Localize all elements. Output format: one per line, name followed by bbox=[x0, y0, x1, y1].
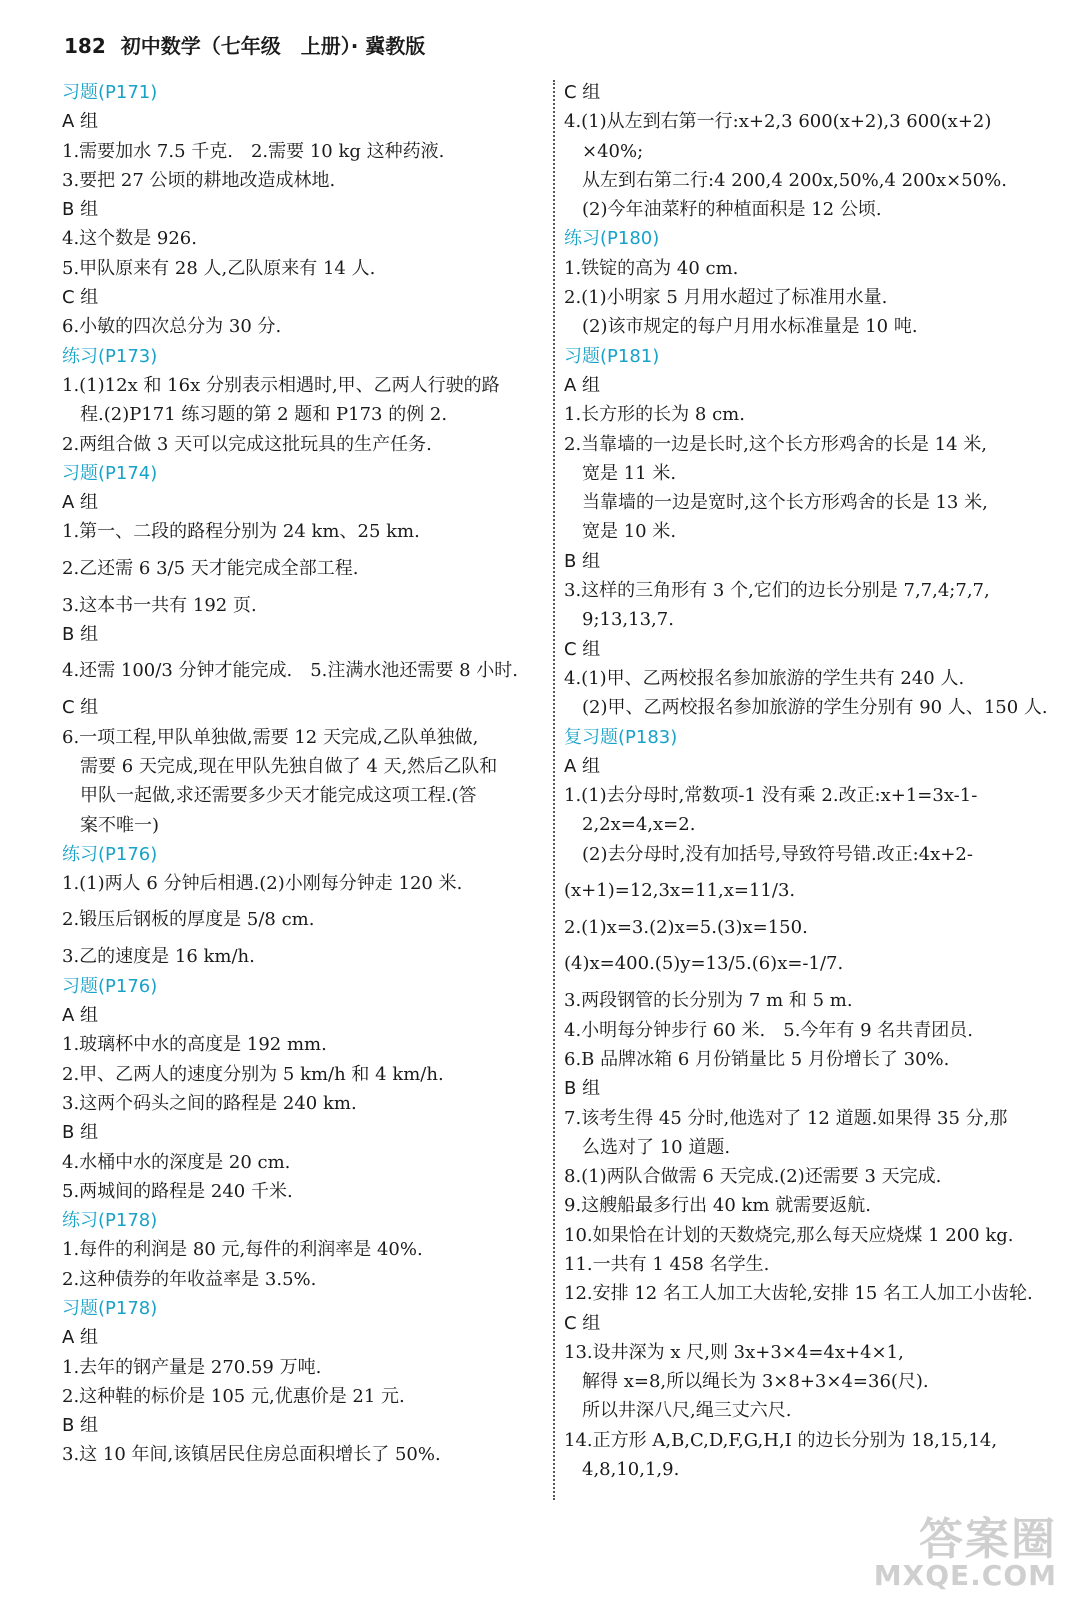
answer-line: (4)x=400.(5)y=13/5.(6)x=-1/7. bbox=[564, 953, 844, 975]
answer-line: 4,8,10,1,9. bbox=[582, 1459, 680, 1481]
answer-line: 需要 6 天完成,现在甲队先独自做了 4 天,然后乙队和 bbox=[80, 755, 498, 777]
watermark-logo: 答案圈 MXQE.COM bbox=[873, 1514, 1057, 1592]
answer-line: 4.这个数是 926. bbox=[62, 228, 197, 250]
answer-line: 3.要把 27 公顷的耕地改造成林地. bbox=[62, 169, 336, 191]
section-heading: 习题(P174) bbox=[62, 462, 158, 484]
answer-line: 么选对了 10 道题. bbox=[582, 1136, 731, 1158]
answer-line: 当靠墙的一边是宽时,这个长方形鸡舍的长是 13 米, bbox=[582, 492, 988, 514]
group-label: B 组 bbox=[62, 1415, 99, 1437]
answer-line: 5.甲队原来有 28 人,乙队原来有 14 人. bbox=[62, 257, 376, 279]
answer-line: 2.(1)小明家 5 月用水超过了标准用水量. bbox=[564, 287, 888, 309]
right-column bbox=[564, 78, 1054, 1484]
group-label: C 组 bbox=[62, 287, 99, 309]
group-label: A 组 bbox=[62, 1005, 99, 1027]
answer-line: 1.玻璃杯中水的高度是 192 mm. bbox=[62, 1034, 327, 1056]
answer-line: 所以井深八尺,绳三丈六尺. bbox=[582, 1400, 792, 1422]
section-heading: 习题(P171) bbox=[62, 82, 158, 103]
answer-line: 3.这本书一共有 192 页. bbox=[62, 594, 257, 616]
answer-line: (2)该市规定的每户月用水标准量是 10 吨. bbox=[582, 316, 918, 338]
answer-line: 2.这种债券的年收益率是 3.5%. bbox=[62, 1268, 317, 1290]
answer-line: 14.正方形 A,B,C,D,F,G,H,I 的边长分别为 18,15,14, bbox=[564, 1429, 998, 1451]
answer-line: 甲队一起做,求还需要多少天才能完成这项工程.(答 bbox=[80, 785, 477, 807]
group-label: C 组 bbox=[564, 1312, 601, 1334]
answer-line: 11.一共有 1 458 名学生. bbox=[564, 1253, 770, 1275]
answer-line: 4.还需 100/3 分钟才能完成. 5.注满水池还需要 8 小时. bbox=[62, 660, 519, 682]
answer-line: 6.小敏的四次总分为 30 分. bbox=[62, 316, 282, 338]
group-label: C 组 bbox=[564, 82, 601, 103]
answer-line: 4.水桶中水的深度是 20 cm. bbox=[62, 1151, 291, 1173]
answer-line: (2)甲、乙两校报名参加旅游的学生分别有 90 人、150 人. bbox=[582, 697, 1048, 719]
left-column bbox=[62, 78, 552, 1470]
answer-line: 程.(2)P171 练习题的第 2 题和 P173 的例 2. bbox=[80, 404, 448, 426]
section-heading: 练习(P180) bbox=[564, 228, 660, 250]
answer-line: 从左到右第二行:4 200,4 200x,50%,4 200x×50%. bbox=[582, 169, 1007, 191]
answer-line: 4.(1)甲、乙两校报名参加旅游的学生共有 240 人. bbox=[564, 667, 965, 689]
answer-line: 1.(1)12x 和 16x 分别表示相遇时,甲、乙两人行驶的路 bbox=[62, 374, 500, 396]
answer-line: 7.该考生得 45 分时,他选对了 12 道题.如果得 35 分,那 bbox=[564, 1107, 1008, 1129]
answer-line: 2.乙还需 6 3/5 天才能完成全部工程. bbox=[62, 557, 359, 579]
answer-line: 9;13,13,7. bbox=[582, 609, 674, 631]
section-heading: 练习(P176) bbox=[62, 843, 158, 865]
answer-line: 3.这 10 年间,该镇居民住房总面积增长了 50%. bbox=[62, 1444, 441, 1466]
section-heading: 习题(P178) bbox=[62, 1297, 158, 1319]
answer-line: 9.这艘船最多行出 40 km 就需要返航. bbox=[564, 1195, 871, 1217]
answer-line: (x+1)=12,3x=11,x=11/3. bbox=[564, 880, 796, 902]
answer-line: 1.铁锭的高为 40 cm. bbox=[564, 257, 739, 279]
answer-line: 4.小明每分钟步行 60 米. 5.今年有 9 名共青团员. bbox=[564, 1019, 974, 1041]
answer-line: 3.两段钢管的长分别为 7 m 和 5 m. bbox=[564, 990, 853, 1012]
page-number: 182 bbox=[64, 34, 106, 58]
section-heading: 习题(P181) bbox=[564, 345, 660, 367]
answer-line: 3.乙的速度是 16 km/h. bbox=[62, 946, 255, 968]
group-label: A 组 bbox=[62, 111, 99, 133]
answer-line: 2,2x=4,x=2. bbox=[582, 814, 696, 836]
answer-line: 2.锻压后钢板的厚度是 5/8 cm. bbox=[62, 909, 315, 931]
answer-line: ×40%; bbox=[582, 140, 644, 162]
answer-line: 2.这种鞋的标价是 105 元,优惠价是 21 元. bbox=[62, 1385, 405, 1407]
section-heading: 习题(P176) bbox=[62, 975, 158, 997]
section-heading: 练习(P178) bbox=[62, 1210, 158, 1232]
section-heading: 复习题(P183) bbox=[564, 726, 678, 748]
answer-line: 宽是 11 米. bbox=[582, 462, 677, 484]
answer-line: 1.(1)去分母时,常数项-1 没有乘 2.改正:x+1=3x-1- bbox=[564, 785, 978, 807]
answer-line: 6.一项工程,甲队单独做,需要 12 天完成,乙队单独做, bbox=[62, 726, 479, 748]
answer-line: 2.当靠墙的一边是长时,这个长方形鸡舍的长是 14 米, bbox=[564, 433, 987, 455]
answer-line: 案不唯一) bbox=[80, 814, 160, 836]
group-label: C 组 bbox=[564, 638, 601, 660]
answer-line: 13.设井深为 x 尺,则 3x+3×4=4x+4×1, bbox=[564, 1341, 904, 1363]
answer-line: 1.第一、二段的路程分别为 24 km、25 km. bbox=[62, 521, 420, 543]
answer-line: 8.(1)两队合做需 6 天完成.(2)还需要 3 天完成. bbox=[564, 1166, 942, 1188]
answer-line: 1.去年的钢产量是 270.59 万吨. bbox=[62, 1356, 322, 1378]
answer-line: 5.两城间的路程是 240 千米. bbox=[62, 1180, 293, 1202]
group-label: A 组 bbox=[62, 1327, 99, 1349]
answer-line: 1.需要加水 7.5 千克. 2.需要 10 kg 这种药液. bbox=[62, 140, 445, 162]
answer-line: 1.每件的利润是 80 元,每件的利润率是 40%. bbox=[62, 1239, 423, 1261]
answer-line: 2.(1)x=3.(2)x=5.(3)x=150. bbox=[564, 917, 808, 939]
page-header bbox=[64, 30, 425, 59]
answer-line: 宽是 10 米. bbox=[582, 521, 677, 543]
answer-line: 2.甲、乙两人的速度分别为 5 km/h 和 4 km/h. bbox=[62, 1063, 444, 1085]
answer-line: 10.如果恰在计划的天数烧完,那么每天应烧煤 1 200 kg. bbox=[564, 1224, 1014, 1246]
answer-line: 6.B 品牌冰箱 6 月份销量比 5 月份增长了 30%. bbox=[564, 1048, 950, 1070]
column-divider bbox=[553, 80, 555, 1500]
group-label: B 组 bbox=[62, 624, 99, 646]
group-label: A 组 bbox=[564, 755, 601, 777]
answer-line: (2)去分母时,没有加括号,导致符号错.改正:4x+2- bbox=[582, 843, 973, 865]
group-label: A 组 bbox=[62, 492, 99, 514]
answer-line: 12.安排 12 名工人加工大齿轮,安排 15 名工人加工小齿轮. bbox=[564, 1283, 1033, 1305]
book-title: 初中数学（七年级 上册）· 冀教版 bbox=[120, 34, 426, 58]
answer-line: 解得 x=8,所以绳长为 3×8+3×4=36(尺). bbox=[582, 1371, 929, 1393]
answer-line: 2.两组合做 3 天可以完成这批玩具的生产任务. bbox=[62, 433, 432, 455]
answer-line: 3.这两个码头之间的路程是 240 km. bbox=[62, 1092, 357, 1114]
group-label: A 组 bbox=[564, 374, 601, 396]
group-label: B 组 bbox=[62, 1122, 99, 1144]
answer-line: (2)今年油菜籽的种植面积是 12 公顷. bbox=[582, 199, 882, 221]
group-label: B 组 bbox=[564, 1078, 601, 1100]
group-label: C 组 bbox=[62, 697, 99, 719]
answer-line: 3.这样的三角形有 3 个,它们的边长分别是 7,7,4;7,7, bbox=[564, 580, 990, 602]
answer-line: 1.(1)两人 6 分钟后相遇.(2)小刚每分钟走 120 米. bbox=[62, 873, 463, 895]
answer-line: 1.长方形的长为 8 cm. bbox=[564, 404, 745, 426]
answer-line: 4.(1)从左到右第一行:x+2,3 600(x+2),3 600(x+2) bbox=[564, 111, 992, 133]
group-label: B 组 bbox=[564, 550, 601, 572]
group-label: B 组 bbox=[62, 199, 99, 221]
section-heading: 练习(P173) bbox=[62, 345, 158, 367]
